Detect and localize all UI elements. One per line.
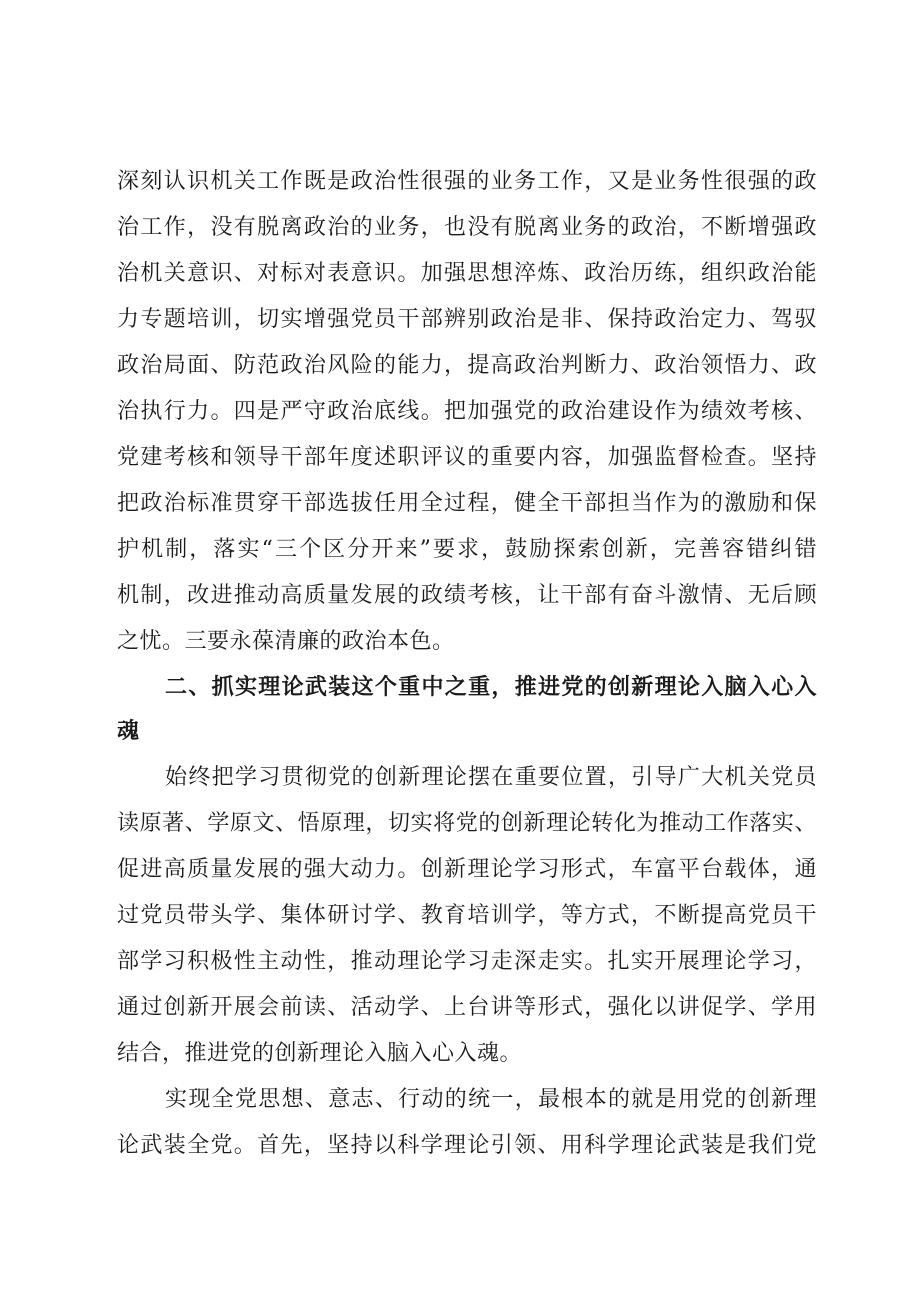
text-line: 通过创新开展会前读、活动学、上台讲等形式，强化以讲促学、学用 [117, 995, 817, 1020]
text-line: 把政治标准贯穿干部选拔任用全过程，健全干部担当作为的激励和保 [117, 491, 817, 516]
text-line: 机制，改进推动高质量发展的政绩考核，让干部有奋斗激情、无后顾 [117, 583, 817, 608]
text-line: 论武装全党。首先，坚持以科学理论引领、用科学理论武装是我们党 [117, 1133, 817, 1158]
text-line: 始终把学习贯彻党的创新理论摆在重要位置，引导广大机关党员 [165, 765, 817, 790]
text-line: 深刻认识机关工作既是政治性很强的业务工作，又是业务性很强的政 [117, 169, 817, 194]
text-line: 政治局面、防范政治风险的能力，提高政治判断力、政治领悟力、政 [117, 353, 817, 378]
text-line: 促进高质量发展的强大动力。创新理论学习形式，车富平台载体，通 [117, 857, 817, 882]
text-line: 治执行力。四是严守政治底线。把加强党的政治建设作为绩效考核、 [117, 399, 817, 424]
text-line: 党建考核和领导干部年度述职评议的重要内容，加强监督检查。坚持 [117, 445, 817, 470]
text-line: 结合，推进党的创新理论入脑入心入魂。 [117, 1041, 523, 1066]
text-line: 过党员带头学、集体研讨学、教育培训学，等方式，不断提高党员干 [117, 903, 817, 928]
text-line: 护机制，落实“三个区分开来”要求，鼓励探索创新，完善容错纠错 [117, 537, 817, 562]
heading-line: 魂 [117, 719, 140, 744]
text-line: 部学习积极性主动性，推动理论学习走深走实。扎实开展理论学习， [117, 949, 817, 974]
text-line: 力专题培训，切实增强党员干部辨别政治是非、保持政治定力、驾驭 [117, 307, 817, 332]
text-line: 治工作，没有脱离政治的业务，也没有脱离业务的政治，不断增强政 [117, 215, 817, 240]
text-line: 实现全党思想、意志、行动的统一，最根本的就是用党的创新理 [165, 1087, 817, 1112]
heading-line: 二、抓实理论武装这个重中之重，推进党的创新理论入脑入心入 [165, 675, 817, 700]
text-line: 之忧。三要永葆清廉的政治本色。 [117, 629, 455, 654]
text-line: 治机关意识、对标对表意识。加强思想淬炼、政治历练，组织政治能 [117, 261, 817, 286]
text-line: 读原著、学原文、悟原理，切实将党的创新理论转化为推动工作落实、 [117, 811, 817, 836]
